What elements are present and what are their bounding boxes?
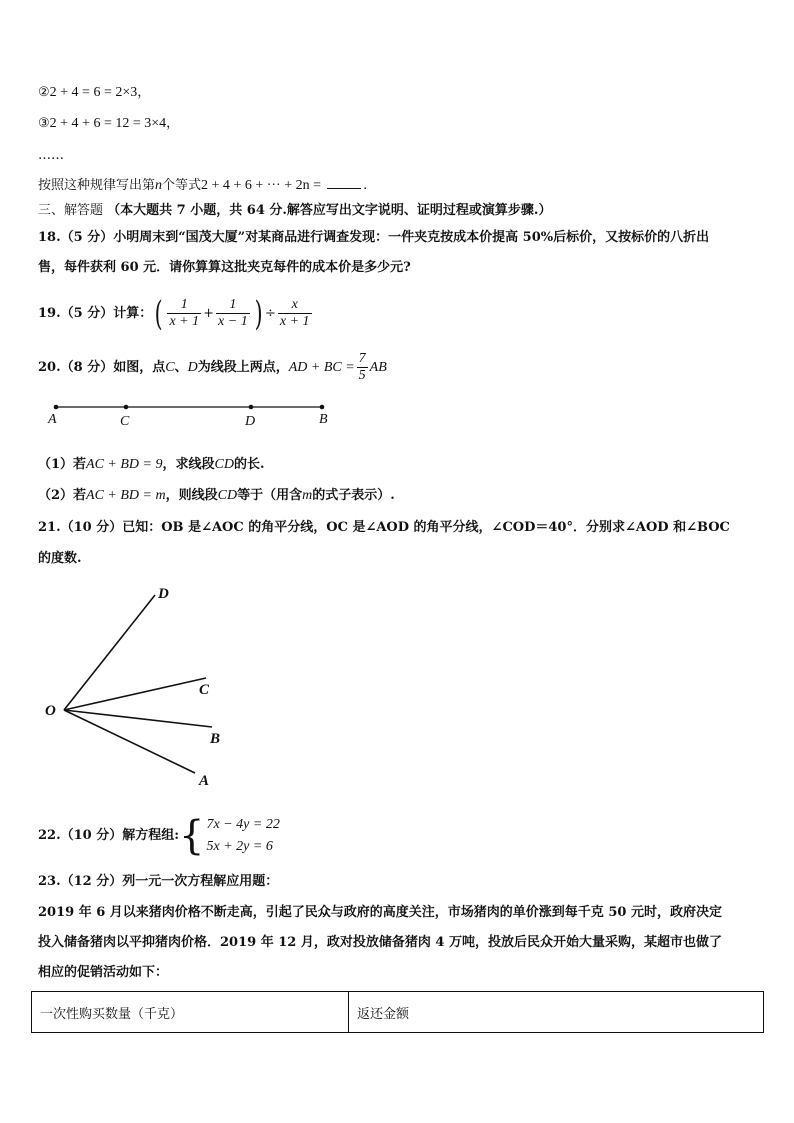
q18-line1: 18.（5 分）小明周末到“国茂大厦”对某商品进行调查发现：一件夹克按成本价提高 50%后标价，又按标价的八折出 xyxy=(38,230,710,245)
label-b: B xyxy=(210,731,221,747)
fraction-7-5: $\frac{7}{5}$ xyxy=(358,351,366,383)
sub1-expression: AC + BD = 9 xyxy=(86,457,163,472)
ray-oa xyxy=(64,710,195,773)
punctuation: ， xyxy=(166,116,180,131)
label-c: C xyxy=(199,682,210,698)
q20-expression: AD + BC = xyxy=(288,360,355,375)
q21-line1: 21.（10 分）已知：OB 是∠AOC 的角平分线，OC 是∠AOD 的角平分线，∠COD＝40°．分别求∠AOD 和∠BOC xyxy=(38,520,730,535)
brace: { xyxy=(179,812,205,859)
fraction-3: $\frac{x}{x + 1}$ xyxy=(279,297,310,329)
equation-text: 2 + 4 + 6 = 12 = 3×4 xyxy=(49,116,167,131)
equation-text: 2 + 4 = 6 = 2×3 xyxy=(49,85,138,100)
fraction-1: $\frac{1}{x + 1}$ xyxy=(169,297,200,329)
point-c-dot xyxy=(124,405,129,410)
q21-line2: 的度数. xyxy=(38,551,82,566)
sub-label: （1）若 xyxy=(38,457,87,472)
right-paren: ) xyxy=(254,293,263,334)
left-paren: ( xyxy=(154,293,163,334)
sub2-expression: AC + BD = m xyxy=(86,488,166,503)
segment-ab: AB xyxy=(369,360,387,375)
q18-line2: 售，每件获利 60 元．请你算算这批夹克每件的成本价是多少元? xyxy=(38,260,411,275)
sub2-mid2: 等于（用含 xyxy=(237,488,303,503)
item-number: ③ xyxy=(38,116,50,131)
rule-text-mid: 个等式 xyxy=(162,178,202,193)
q22 xyxy=(38,812,280,860)
table-header-quantity: 一次性购买数量（千克） xyxy=(32,992,349,1033)
equation-item-2 xyxy=(38,84,150,102)
item-number: ② xyxy=(38,85,50,100)
sub2-end: 的式子表示）. xyxy=(312,488,395,503)
plus-sign: + xyxy=(203,306,215,321)
var-n: n xyxy=(155,178,163,193)
point-a-dot xyxy=(54,405,59,410)
divide-sign: ÷ xyxy=(264,306,276,321)
q20-mid-text: 为线段上两点， xyxy=(197,360,289,375)
point-c-ref: C xyxy=(165,360,175,375)
point-b-label: B xyxy=(319,412,328,427)
equation-system xyxy=(207,814,280,858)
promotion-table xyxy=(31,991,764,1033)
point-a-label: A xyxy=(48,412,57,427)
section-title: 三、解答题 xyxy=(38,203,104,218)
q20-sub2 xyxy=(38,487,395,505)
equation-item-3 xyxy=(38,115,179,133)
label-d: D xyxy=(158,586,169,602)
q19 xyxy=(38,294,314,334)
separator: 、 xyxy=(174,360,188,375)
answer-blank[interactable] xyxy=(327,176,361,189)
sub2-mid: ，则线段 xyxy=(165,488,218,503)
table-header-refund: 返还金额 xyxy=(349,992,764,1033)
sub1-mid: ，求线段 xyxy=(162,457,215,472)
angle-diagram xyxy=(0,580,794,800)
point-c-label: C xyxy=(120,414,130,429)
q20-label: 20.（8 分）如图，点 xyxy=(38,360,166,375)
equation-1: 7x − 4y = 22 xyxy=(206,816,280,832)
q23-label: 23.（12 分）列一元一次方程解应用题： xyxy=(38,874,279,889)
segment-cd: CD xyxy=(217,488,238,503)
point-d-ref: D xyxy=(187,360,198,375)
label-a: A xyxy=(199,773,210,789)
rule-text: 按照这种规律写出第 xyxy=(38,178,156,193)
punctuation: . xyxy=(363,178,368,193)
q20-intro xyxy=(38,350,387,386)
sub1-end: 的长. xyxy=(233,457,265,472)
rule-question xyxy=(38,176,367,195)
point-b-dot xyxy=(320,405,325,410)
section-note: （本大题共 7 小题，共 64 分.解答应写出文字说明、证明过程或演算步骤.） xyxy=(107,203,552,218)
segment-cd: CD xyxy=(214,457,234,472)
point-d-dot xyxy=(249,405,254,410)
q19-label: 19.（5 分）计算： xyxy=(38,306,153,321)
q23-para3: 相应的促销活动如下： xyxy=(38,965,169,980)
sub-label: （2）若 xyxy=(38,488,87,503)
q22-label: 22.（10 分）解方程组: xyxy=(38,828,180,843)
q23-para1: 2019 年 6 月以来猪肉价格不断走高，引起了民众与政府的高度关注，市场猪肉的单价涨到每千克 50 元时，政府决定 xyxy=(38,905,722,920)
label-o: O xyxy=(45,703,56,719)
var-m: m xyxy=(302,488,313,503)
q23-para2: 投入储备猪肉以平抑猪肉价格．2019 年 12 月，政对投放储备猪肉 4 万吨，投放后民众开始大量采购，某超市也做了 xyxy=(38,935,722,950)
equation-2: 5x + 2y = 6 xyxy=(206,838,273,854)
ellipsis: …… xyxy=(38,148,64,163)
ray-ob xyxy=(64,710,212,727)
section-header xyxy=(38,202,551,220)
table-header-row xyxy=(32,992,764,1033)
point-d-label: D xyxy=(245,414,256,429)
fraction-2: $\frac{1}{x - 1}$ xyxy=(218,297,248,329)
rule-expression: 2 + 4 + 6 + ··· + 2n = xyxy=(201,178,321,193)
ellipsis-line xyxy=(38,147,64,165)
punctuation: ， xyxy=(137,85,151,100)
q20-sub1 xyxy=(38,456,265,474)
